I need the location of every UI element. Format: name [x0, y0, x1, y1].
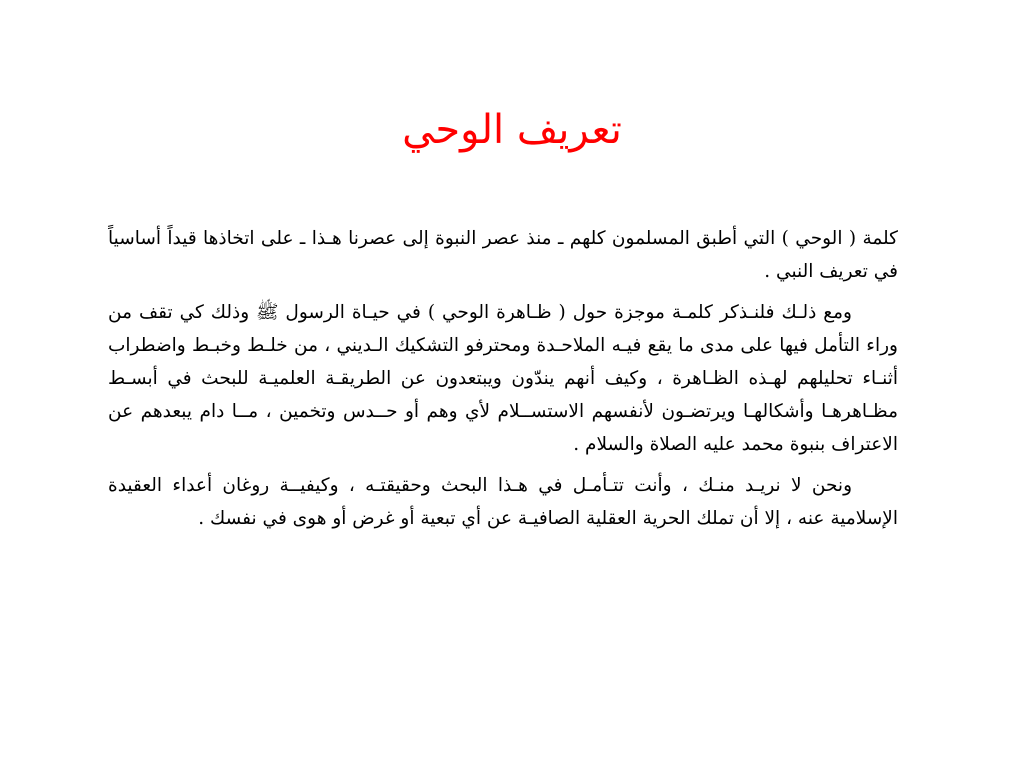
paragraph-3: ونحن لا نريـد منـك ، وأنت تتـأمـل في هـذا البحث وحقيقتـه ، وكيفيــة روغان أعداء العقيدة الإسلامية عنه ، إلا أن تملك الحرية العقلية الصافيـة عن أي تبعية أو غرض أو هوى في نفسك . — [108, 475, 898, 529]
slide-body — [108, 222, 898, 543]
slide-title: تعريف الوحي — [402, 107, 622, 153]
paragraph-2: ومع ذلـك فلنـذكر كلمـة موجزة حول ( ظـاهرة الوحي ) في حيـاة الرسول ﷺ وذلك كي تقف من وراء التأمل فيها على مدى ما يقع فيـه الملاحـدة ومحترفو التشكيك الـديني ، من خلـط وخبـط واضطراب أثنـاء تحليلهم لهـذه الظـاهرة ، وكيف أنهم يندّون ويبتعدون عن الطريقـة العلميـة للبحث في أبسـط مظـاهرهـا وأشكالهـا ويرتضـون لأنفسهم الاستســلام لأي وهم أو حــدس وتخمين ، مــا دام يبعدهم عن الاعتراف بنبوة محمد عليه الصلاة والسلام . — [108, 302, 898, 455]
paragraph-1: كلمة ( الوحي ) التي أطبق المسلمون كلهم ـ منذ عصر النبوة إلى عصرنا هـذا ـ على اتخاذها قيداً أساسياً في تعريف النبي . — [108, 228, 898, 282]
